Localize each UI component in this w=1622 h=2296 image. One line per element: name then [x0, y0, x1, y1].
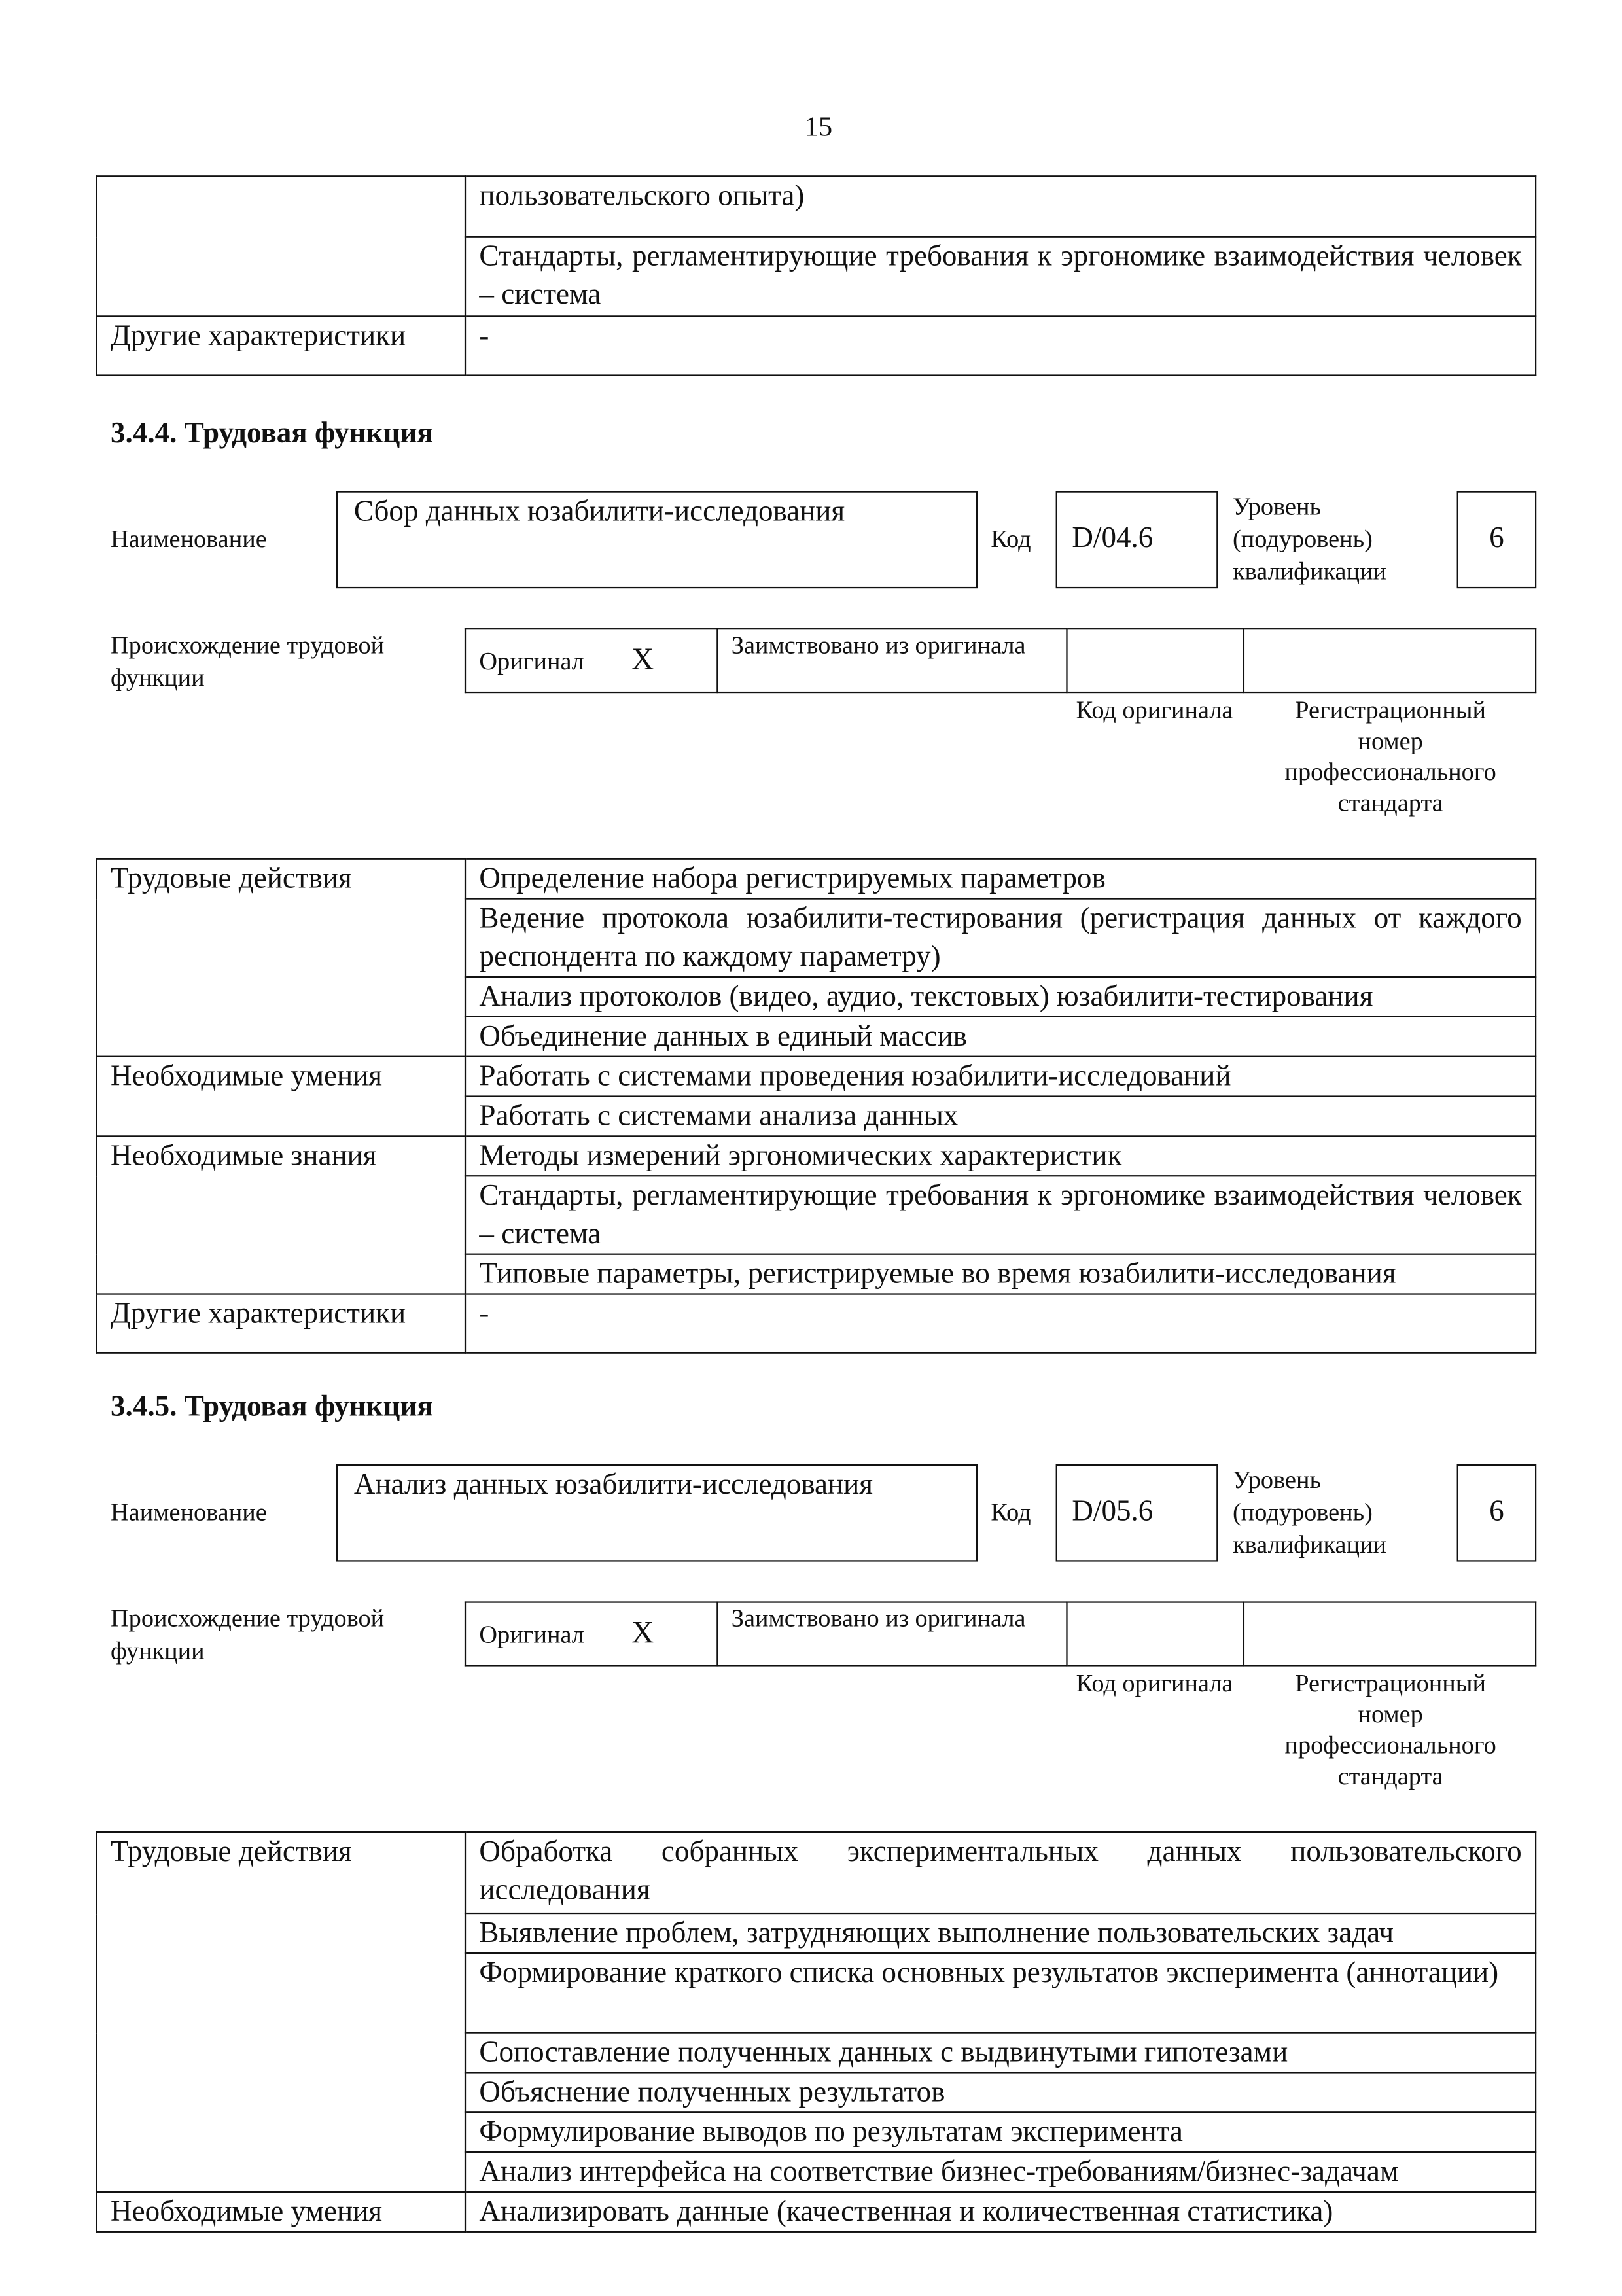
qualification-level: 6 — [1489, 521, 1504, 555]
function-name-field — [336, 1464, 978, 1562]
qualification-level: 6 — [1489, 1495, 1504, 1528]
reg-number-caption: Регистрационный номер профессионального стандарта — [1284, 696, 1496, 817]
table-row — [97, 1136, 1536, 1176]
origin-table — [465, 1601, 1536, 1666]
original-label: Оригинал — [479, 1620, 584, 1649]
row-item: Анализ интерфейса на соответствие бизнес-требованиям/бизнес-задачам — [465, 2152, 1536, 2192]
row-item: Обработка собранных экспериментальных данных пользовательского исследования — [465, 1832, 1536, 1913]
function-name: Сбор данных юзабилити-исследования — [353, 495, 845, 528]
row-item: Стандарты, регламентирующие требования к эргономике взаимодействия человек – система — [465, 237, 1536, 317]
name-label: Наименование — [111, 1498, 267, 1527]
table-row — [97, 2192, 1536, 2232]
page-number: 15 — [804, 112, 833, 143]
table-row — [97, 859, 1536, 899]
original-code-cell — [1067, 1602, 1243, 1666]
original-code-cell — [1067, 629, 1243, 692]
row-item: Работать с системами проведения юзабилити-исследований — [465, 1057, 1536, 1097]
original-mark: X — [631, 1614, 654, 1650]
original-label: Оригинал — [479, 647, 584, 676]
row-label: Необходимые знания — [97, 1136, 465, 1294]
original-code-caption: Код оригинала — [1076, 1669, 1233, 1697]
level-field — [1457, 1464, 1537, 1562]
row-item: - — [465, 1294, 1536, 1353]
code-field — [1056, 1464, 1218, 1562]
row-item: Объединение данных в единый массив — [465, 1017, 1536, 1057]
level-label: Уровень (подуровень) квалификации — [1233, 1466, 1387, 1559]
row-item: Выявление проблем, затрудняющих выполнение пользовательских задач — [465, 1913, 1536, 1953]
row-item: Методы измерений эргономических характеристик — [465, 1136, 1536, 1176]
row-item: Определение набора регистрируемых параметров — [465, 859, 1536, 899]
original-cell — [465, 1602, 717, 1666]
row-item: Работать с системами анализа данных — [465, 1097, 1536, 1137]
row-item: Анализ протоколов (видео, аудио, текстовых) юзабилити-тестирования — [465, 977, 1536, 1017]
row-item: - — [465, 316, 1536, 375]
origin-label: Происхождение трудовой функции — [111, 1604, 385, 1665]
row-label: Необходимые умения — [97, 1057, 465, 1137]
row-label: Трудовые действия — [97, 1832, 465, 2192]
row-label: Необходимые умения — [97, 2192, 465, 2232]
table-row — [97, 316, 1536, 375]
row-item: Типовые параметры, регистрируемые во время юзабилити-исследования — [465, 1254, 1536, 1294]
table-row — [97, 176, 1536, 236]
row-item: пользовательского опыта) — [465, 176, 1536, 236]
origin-table — [465, 628, 1536, 693]
row-label: Другие характеристики — [97, 316, 465, 375]
code-label: Код — [991, 525, 1031, 554]
row-label — [97, 176, 465, 316]
row-item: Формулирование выводов по результатам эксперимента — [465, 2112, 1536, 2152]
code-label: Код — [991, 1498, 1031, 1527]
table-row — [97, 1832, 1536, 1913]
table-row — [97, 1057, 1536, 1097]
row-item: Стандарты, регламентирующие требования к эргономике взаимодействия человек – система — [465, 1176, 1536, 1254]
row-item: Анализировать данные (качественная и количественная статистика) — [465, 2192, 1536, 2232]
row-label: Трудовые действия — [97, 859, 465, 1057]
original-cell — [465, 629, 717, 692]
code-field — [1056, 491, 1218, 588]
function-table-3-4-5 — [96, 1831, 1536, 2233]
reg-number-cell — [1244, 629, 1536, 692]
level-label: Уровень (подуровень) квалификации — [1233, 492, 1387, 586]
row-item: Объяснение полученных результатов — [465, 2072, 1536, 2112]
row-item: Сопоставление полученных данных с выдвинутыми гипотезами — [465, 2033, 1536, 2073]
table-row — [97, 1294, 1536, 1353]
function-code: D/05.6 — [1072, 1495, 1154, 1528]
name-label: Наименование — [111, 525, 267, 554]
row-item: Формирование краткого списка основных результатов эксперимента (аннотации) — [465, 1953, 1536, 2033]
original-mark: X — [631, 641, 654, 677]
section-heading: 3.4.5. Трудовая функция — [111, 1390, 433, 1423]
function-table-3-4-4 — [96, 858, 1536, 1354]
row-item: Ведение протокола юзабилити-тестирования (регистрация данных от каждого респондента по каждому параметру) — [465, 899, 1536, 977]
function-name-field — [336, 491, 978, 588]
characteristics-table-continued — [96, 175, 1536, 376]
reg-number-cell — [1244, 1602, 1536, 1666]
origin-label: Происхождение трудовой функции — [111, 631, 385, 692]
function-name: Анализ данных юзабилити-исследования — [353, 1468, 873, 1502]
level-field — [1457, 491, 1537, 588]
original-code-caption: Код оригинала — [1076, 696, 1233, 724]
row-label: Другие характеристики — [97, 1294, 465, 1353]
borrowed-label: Заимствовано из оригинала — [717, 629, 1067, 692]
section-heading: 3.4.4. Трудовая функция — [111, 417, 433, 450]
borrowed-label: Заимствовано из оригинала — [717, 1602, 1067, 1666]
reg-number-caption: Регистрационный номер профессионального стандарта — [1284, 1669, 1496, 1790]
function-code: D/04.6 — [1072, 521, 1154, 555]
